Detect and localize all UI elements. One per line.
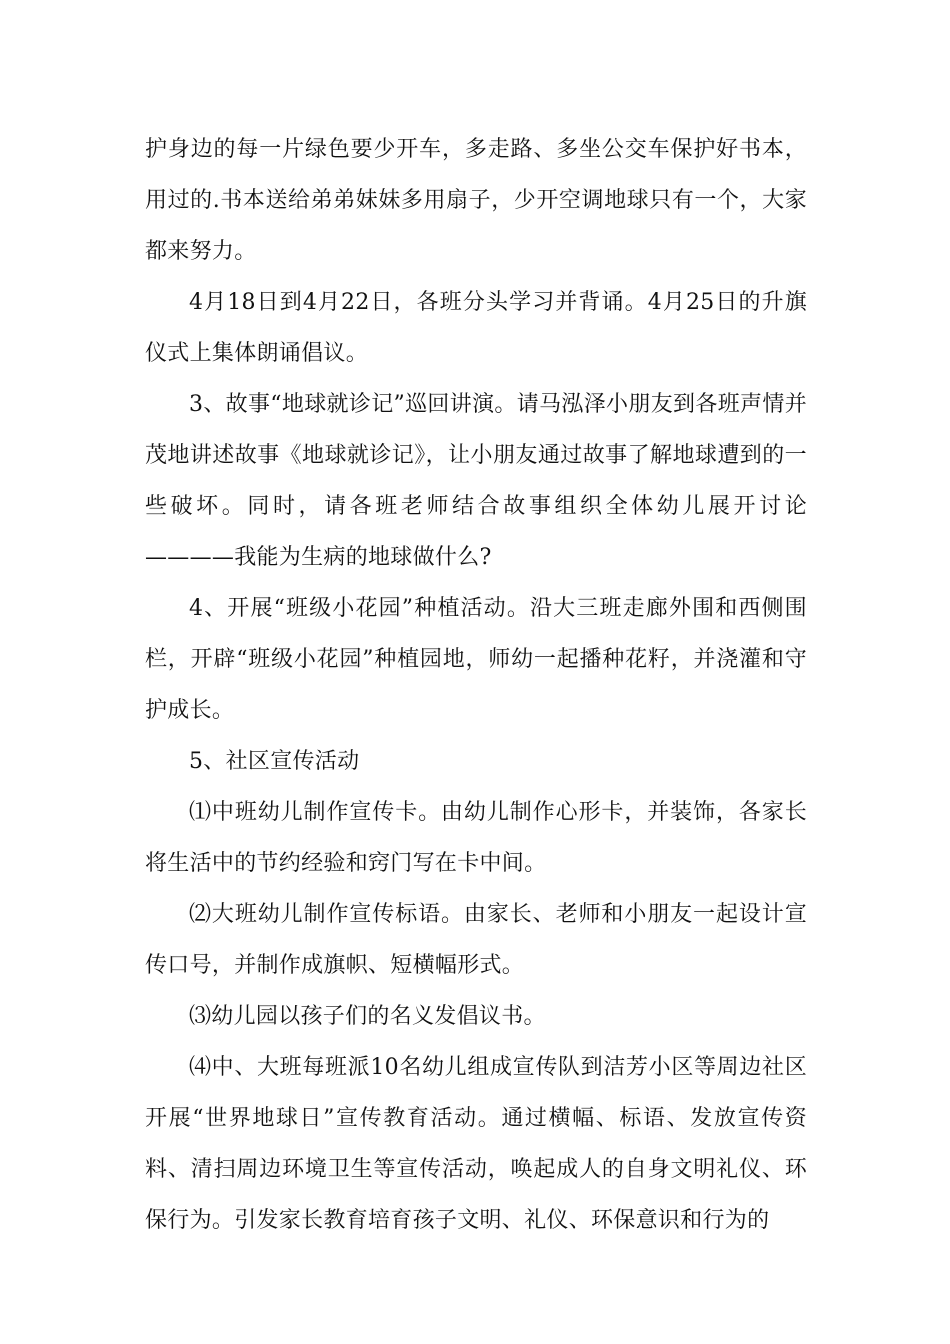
document-body [145,124,807,1246]
paragraph-item-3: 3、故事“地球就诊记”巡回讲演。请马泓泽小朋友到各班声情并茂地讲述故事《地球就诊记》，让小朋友通过故事了解地球遭到的一些破坏。同时，请各班老师结合故事组织全体幼儿展开讨论————我能为生病的地球做什么? [145,392,807,570]
paragraph-subitem-3: ⑶幼儿园以孩子们的名义发倡议书。 [189,1004,546,1029]
paragraph-item-4: 4、开展“班级小花园”种植活动。沿大三班走廊外围和西侧围栏，开辟“班级小花园”种植园地，师幼一起播种花籽，并浇灌和守护成长。 [145,596,807,723]
paragraph-subitem-2: ⑵大班幼儿制作宣传标语。由家长、老师和小朋友一起设计宣传口号，并制作成旗帜、短横幅形式。 [145,902,807,978]
paragraph-continuation: 护身边的每一片绿色要少开车，多走路、多坐公交车保护好书本，用过的.书本送给弟弟妹妹多用扇子，少开空调地球只有一个，大家都来努力。 [145,137,807,264]
paragraph-schedule: 4月18日到4月22日，各班分头学习并背诵。4月25日的升旗仪式上集体朗诵倡议。 [145,290,807,366]
paragraph-item-5-heading: 5、社区宣传活动 [189,749,360,774]
paragraph-subitem-1: ⑴中班幼儿制作宣传卡。由幼儿制作心形卡，并装饰，各家长将生活中的节约经验和窍门写在卡中间。 [145,800,807,876]
paragraph-subitem-4: ⑷中、大班每班派10名幼儿组成宣传队到洁芳小区等周边社区开展“世界地球日”宣传教育活动。通过横幅、标语、发放宣传资料、清扫周边环境卫生等宣传活动，唤起成人的自身文明礼仪、环保行为。引发家长教育培育孩子文明、礼仪、环保意识和行为的 [145,1055,807,1233]
